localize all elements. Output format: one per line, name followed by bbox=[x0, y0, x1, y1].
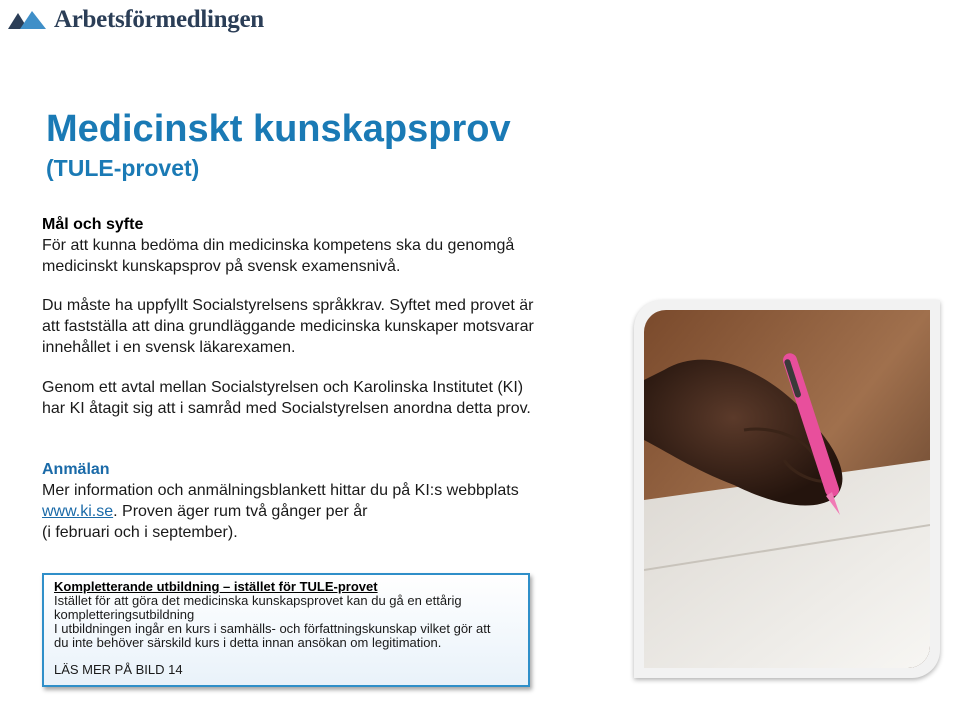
goal-text-line: För att kunna bedöma din medicinska kompetens ska du genomgå bbox=[42, 237, 515, 254]
goal-heading: Mål och syfte bbox=[42, 216, 144, 233]
page-title: Medicinskt kunskapsprov bbox=[46, 108, 511, 150]
brand-name: Arbetsförmedlingen bbox=[54, 6, 264, 33]
registration-section bbox=[42, 459, 602, 543]
read-more-note: LÄS MER PÅ BILD 14 bbox=[54, 662, 183, 677]
note-line: kompletteringsutbildning bbox=[54, 607, 195, 622]
reg-text-rest: . Proven äger rum två gånger per år bbox=[113, 503, 368, 520]
req-text-line: att fastställa att dina grundläggande medicinska kunskaper motsvarar bbox=[42, 318, 534, 335]
note-line: Istället för att göra det medicinska kunskapsprovet kan du gå en ettårig bbox=[54, 593, 462, 608]
photo-frame bbox=[634, 300, 940, 678]
registration-heading: Anmälan bbox=[42, 461, 110, 478]
note-heading: Kompletterande utbildning – istället för TULE-provet bbox=[54, 579, 378, 594]
req-text-line: innehållet i en svensk läkarexamen. bbox=[42, 339, 296, 356]
requirements-paragraph bbox=[42, 295, 602, 358]
note-line: I utbildningen ingår en kurs i samhälls- och författningskunskap vilket gör att bbox=[54, 621, 491, 636]
note-line: du inte behöver särskild kurs i detta innan ansökan om legitimation. bbox=[54, 635, 442, 650]
page-subtitle: (TULE-provet) bbox=[46, 155, 200, 181]
arbetsformedlingen-logo-icon bbox=[6, 9, 50, 31]
ki-paragraph bbox=[42, 377, 602, 419]
req-text-line: Du måste ha uppfyllt Socialstyrelsens språkkrav. Syftet med provet är bbox=[42, 297, 534, 314]
reg-text-line bbox=[42, 501, 602, 522]
brand-logo bbox=[6, 4, 264, 36]
goal-section bbox=[42, 214, 602, 277]
reg-text-line: Mer information och anmälningsblankett hittar du på KI:s webbplats bbox=[42, 482, 519, 499]
ki-text-line: har KI åtagit sig att i samråd med Socialstyrelsen anordna detta prov. bbox=[42, 400, 531, 417]
reg-text-line: (i februari och i september). bbox=[42, 524, 238, 541]
ki-website-link[interactable]: www.ki.se bbox=[42, 503, 114, 520]
goal-text-line: medicinskt kunskapsprov på svensk examensnivå. bbox=[42, 258, 401, 275]
ki-text-line: Genom ett avtal mellan Socialstyrelsen och Karolinska Institutet (KI) bbox=[42, 379, 524, 396]
hand-writing-photo bbox=[644, 310, 930, 668]
supplementary-education-box bbox=[42, 573, 530, 687]
